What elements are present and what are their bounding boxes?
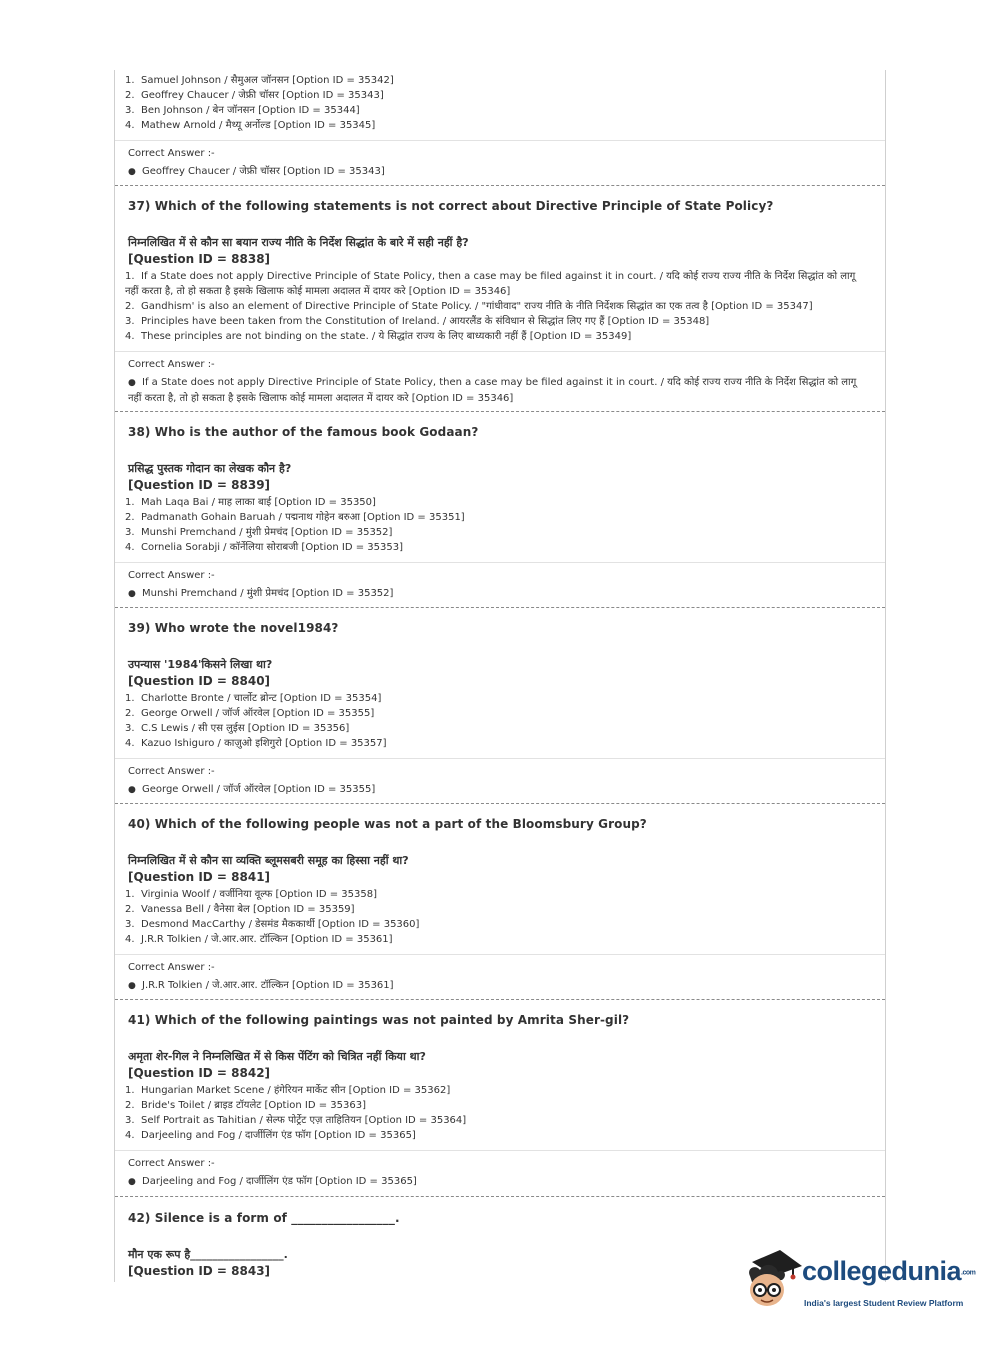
collegedunia-logo[interactable]: [742, 1248, 976, 1318]
question-title: 38) Who is the author of the famous book Godaan?: [128, 425, 479, 439]
divider: [115, 562, 885, 563]
question-id: [Question ID = 8843]: [128, 1264, 271, 1278]
correct-answer-label: Correct Answer :-: [128, 1158, 215, 1169]
option-3: 3. Self Portrait as Tahitian / सेल्फ पोर्ट्रेट एज़ ताहितियन [Option ID = 35364]: [125, 1115, 467, 1126]
question-title: 40) Which of the following people was not a part of the Bloomsbury Group?: [128, 817, 647, 831]
correct-answer-label: Correct Answer :-: [128, 766, 215, 777]
option-4: 4. Cornelia Sorabji / कॉर्नेलिया सोराबजी [Option ID = 35353]: [125, 542, 403, 553]
question-separator: [115, 607, 885, 608]
divider: [115, 758, 885, 759]
bullet-icon: ●: [128, 785, 136, 795]
option-4: 4. J.R.R Tolkien / जे.आर.आर. टॉल्किन [Option ID = 35361]: [125, 934, 393, 945]
option-1: 1. Samuel Johnson / सैमुअल जॉनसन [Option ID = 35342]: [125, 75, 394, 86]
correct-answer: ● George Orwell / जॉर्ज ऑरवेल [Option ID = 35355]: [128, 782, 868, 798]
option-1: 1. Charlotte Bronte / चार्लोट ब्रोन्ट [Option ID = 35354]: [125, 693, 382, 704]
option-1: 1. Hungarian Market Scene / हंगेरियन मार्केट सीन [Option ID = 35362]: [125, 1085, 451, 1096]
question-separator: [115, 411, 885, 412]
correct-answer: ● Munshi Premchand / मुंशी प्रेमचंद [Option ID = 35352]: [128, 586, 868, 602]
question-hindi: मौन एक रूप है_________________.: [128, 1248, 288, 1261]
question-id: [Question ID = 8839]: [128, 478, 271, 492]
correct-answer: ● If a State does not apply Directive Principle of State Policy, then a case may be filed against it in court. / यदि कोई राज्य राज्य नीति के निर्देश सिद्धांत को लागू नहीं करता है, तो हो सकता है इसके खिलाफ कोई मामला अदालत में दायर करे [Option ID = 35346]: [128, 377, 857, 404]
option-2: 2. Padmanath Gohain Baruah / पद्मनाथ गोहेन बरुआ [Option ID = 35351]: [125, 512, 465, 523]
correct-answer: ● J.R.R Tolkien / जे.आर.आर. टॉल्किन [Option ID = 35361]: [128, 978, 868, 994]
divider: [115, 351, 885, 352]
correct-answer-label: Correct Answer :-: [128, 359, 215, 370]
option-2: 2. Bride's Toilet / ब्राइड टॉयलेट [Option ID = 35363]: [125, 1100, 366, 1111]
option-2: 2. Vanessa Bell / वैनेसा बेल [Option ID = 35359]: [125, 904, 355, 915]
divider: [115, 1150, 885, 1151]
question-hindi: अमृता शेर-गिल ने निम्नलिखित में से किस पेंटिंग को चित्रित नहीं किया था?: [128, 1050, 426, 1063]
divider: [115, 140, 885, 141]
correct-answer: ● Darjeeling and Fog / दार्जीलिंग एंड फॉग [Option ID = 35365]: [128, 1174, 868, 1190]
question-id: [Question ID = 8842]: [128, 1066, 271, 1080]
question-hindi: प्रसिद्ध पुस्तक गोदान का लेखक कौन है?: [128, 462, 292, 475]
question-id: [Question ID = 8838]: [128, 252, 271, 266]
option-4: 4. Darjeeling and Fog / दार्जीलिंग एंड फॉग [Option ID = 35365]: [125, 1130, 416, 1141]
correct-answer: ● Geoffrey Chaucer / जेफ्री चॉसर [Option ID = 35343]: [128, 164, 868, 180]
question-title: 41) Which of the following paintings was not painted by Amrita Sher-gil?: [128, 1013, 630, 1027]
option-1: 1. Mah Laqa Bai / माह लाका बाई [Option ID = 35350]: [125, 497, 376, 508]
question-id: [Question ID = 8841]: [128, 870, 271, 884]
option-3: 3. Ben Johnson / बेन जॉनसन [Option ID = 35344]: [125, 105, 360, 116]
bullet-icon: ●: [128, 981, 136, 991]
logo-tagline: India's largest Student Review Platform: [804, 1298, 964, 1308]
option-3: 3. Principles have been taken from the Constitution of Ireland. / आयरलैंड के संविधान से सिद्धांत लिए गए हैं [Option ID = 35348]: [125, 316, 710, 327]
question-separator: [115, 1196, 885, 1197]
correct-answer-label: Correct Answer :-: [128, 962, 215, 973]
option-3: 3. Desmond MacCarthy / डेसमंड मैककार्थी [Option ID = 35360]: [125, 919, 420, 930]
option-3: 3. Munshi Premchand / मुंशी प्रेमचंद [Option ID = 35352]: [125, 527, 393, 538]
question-hindi: निम्नलिखित में से कौन सा व्यक्ति ब्लूमसबरी समूह का हिस्सा नहीं था?: [128, 854, 409, 867]
option-4: 4. These principles are not binding on the state. / ये सिद्धांत राज्य के लिए बाध्यकारी नहीं हैं [Option ID = 35349]: [125, 331, 632, 342]
bullet-icon: ●: [128, 1177, 136, 1187]
correct-answer-label: Correct Answer :-: [128, 148, 215, 159]
option-1: 1. If a State does not apply Directive Principle of State Policy, then a case may be filed against it in court. / यदि कोई राज्य राज्य नीति के निर्देश सिद्धांत को लागू नहीं करता है, तो हो सकता है इसके खिलाफ कोई मामला अदालत में दायर करे [Option ID = 35346]: [125, 271, 856, 297]
student-mascot-icon: [742, 1248, 804, 1310]
question-hindi: निम्नलिखित में से कौन सा बयान राज्य नीति के निर्देश सिद्धांत के बारे में सही नहीं है?: [128, 236, 469, 249]
question-separator: [115, 185, 885, 186]
option-4: 4. Mathew Arnold / मैथ्यू अर्नोल्ड [Option ID = 35345]: [125, 120, 376, 131]
question-separator: [115, 803, 885, 804]
option-4: 4. Kazuo Ishiguro / काज़ुओ इशिगुरो [Option ID = 35357]: [125, 738, 387, 749]
correct-answer-label: Correct Answer :-: [128, 570, 215, 581]
logo-suffix: .com: [961, 1269, 976, 1277]
option-2: 2. Geoffrey Chaucer / जेफ्री चॉसर [Option ID = 35343]: [125, 90, 384, 101]
question-title: 37) Which of the following statements is not correct about Directive Principle of State Policy?: [128, 199, 774, 213]
question-paper-frame: [114, 70, 886, 1282]
option-2: 2. Gandhism' is also an element of Directive Principle of State Policy. / "गांधीवाद" राज्य नीति के नीति निर्देशक सिद्धांत का एक तत्व है [Option ID = 35347]: [125, 301, 813, 312]
question-separator: [115, 999, 885, 1000]
question-title: 39) Who wrote the novel1984?: [128, 621, 339, 635]
option-2: 2. George Orwell / जॉर्ज ऑरवेल [Option ID = 35355]: [125, 708, 375, 719]
question-hindi: उपन्यास '1984'किसने लिखा था?: [128, 658, 273, 671]
bullet-icon: ●: [128, 378, 136, 388]
option-3: 3. C.S Lewis / सी एस लुईस [Option ID = 35356]: [125, 723, 350, 734]
bullet-icon: ●: [128, 167, 136, 177]
logo-wordmark: collegedunia.com: [802, 1256, 976, 1286]
divider: [115, 954, 885, 955]
bullet-icon: ●: [128, 589, 136, 599]
question-title: 42) Silence is a form of _________________.: [128, 1211, 400, 1225]
option-1: 1. Virginia Woolf / वर्जीनिया वूल्फ [Option ID = 35358]: [125, 889, 378, 900]
question-id: [Question ID = 8840]: [128, 674, 271, 688]
